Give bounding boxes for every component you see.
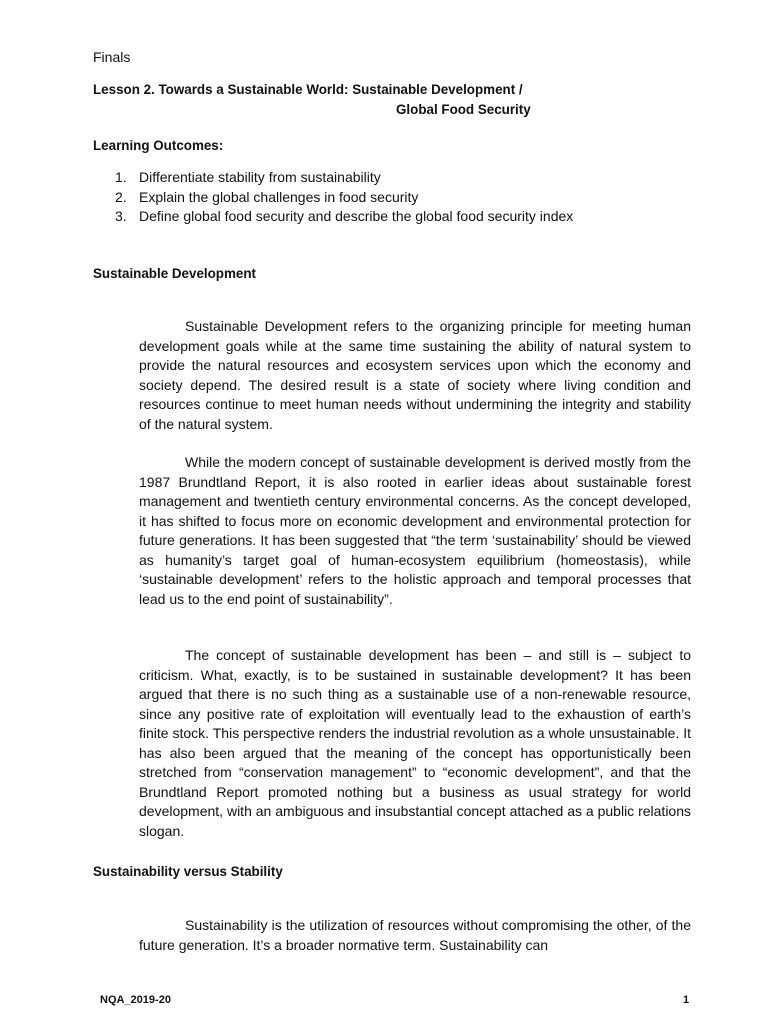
list-number: 1. bbox=[115, 169, 127, 185]
paragraph: Sustainability is the utilization of resources without compromising the other, of the future generation. It’s a broader normative term. Sustainability can bbox=[139, 917, 691, 953]
paragraph: Sustainable Development refers to the organizing principle for meeting human development goals while at the same time sustaining the ability of natural system to provide the natural resources and ecosystem services upon which the economy and society depend. The desired result is a state of society where living condition and resources continue to meet human needs without undermining the integrity and stability of the natural system. bbox=[139, 318, 691, 432]
paragraph: The concept of sustainable development has been – and still is – subject to criticism. What, exactly, is to be sustained in sustainable development? It has been argued that there is no such thing as a sustainable use of a non-renewable resource, since any positive rate of exploitation will eventually lead to the exhaustion of earth’s finite stock. This perspective renders the industrial revolution as a whole unsustainable. It has also been argued that the meaning of the concept has opportunistically been stretched from “conservation management” to “economic development”, and that the Brundtland Report promoted nothing but a business as usual strategy for world development, with an ambiguous and insubstantial concept attached as a public relations slogan. bbox=[139, 647, 691, 839]
list-text: Explain the global challenges in food security bbox=[139, 188, 419, 205]
paragraph: While the modern concept of sustainable development is derived mostly from the 1987 Brundtland Report, it is also rooted in earlier ideas about sustainable forest management and twentieth century environmental concerns. As the concept developed, it has shifted to focus more on economic development and environmental protection for future generations. It has been suggested that “the term ‘sustainability’ should be viewed as humanity’s target goal of human-ecosystem equilibrium (homeostasis), while ‘sustainable development’ refers to the holistic approach and temporal processes that lead us to the end point of sustainability”. bbox=[139, 454, 691, 607]
list-item bbox=[115, 207, 573, 227]
list-item bbox=[115, 168, 573, 188]
lesson-title-line-1: Lesson 2. Towards a Sustainable World: Sustainable Development / bbox=[93, 82, 523, 97]
sustainable-development-heading: Sustainable Development bbox=[93, 266, 256, 281]
list-item bbox=[115, 188, 573, 208]
sustainability-vs-stability-heading: Sustainability versus Stability bbox=[93, 864, 283, 879]
list-text: Define global food security and describe the global food security index bbox=[139, 208, 574, 224]
lesson-title-line-2: Global Food Security bbox=[396, 102, 531, 117]
list-number: 2. bbox=[115, 188, 127, 205]
footer-code: NQA_2019-20 bbox=[100, 994, 171, 1006]
list-text: Differentiate stability from sustainability bbox=[139, 169, 381, 185]
learning-outcomes-list bbox=[115, 168, 573, 227]
section-label: Finals bbox=[93, 49, 131, 65]
page-number: 1 bbox=[683, 994, 690, 1006]
lesson-title bbox=[93, 80, 531, 120]
learning-outcomes-heading: Learning Outcomes: bbox=[93, 138, 224, 153]
list-number: 3. bbox=[115, 208, 127, 224]
